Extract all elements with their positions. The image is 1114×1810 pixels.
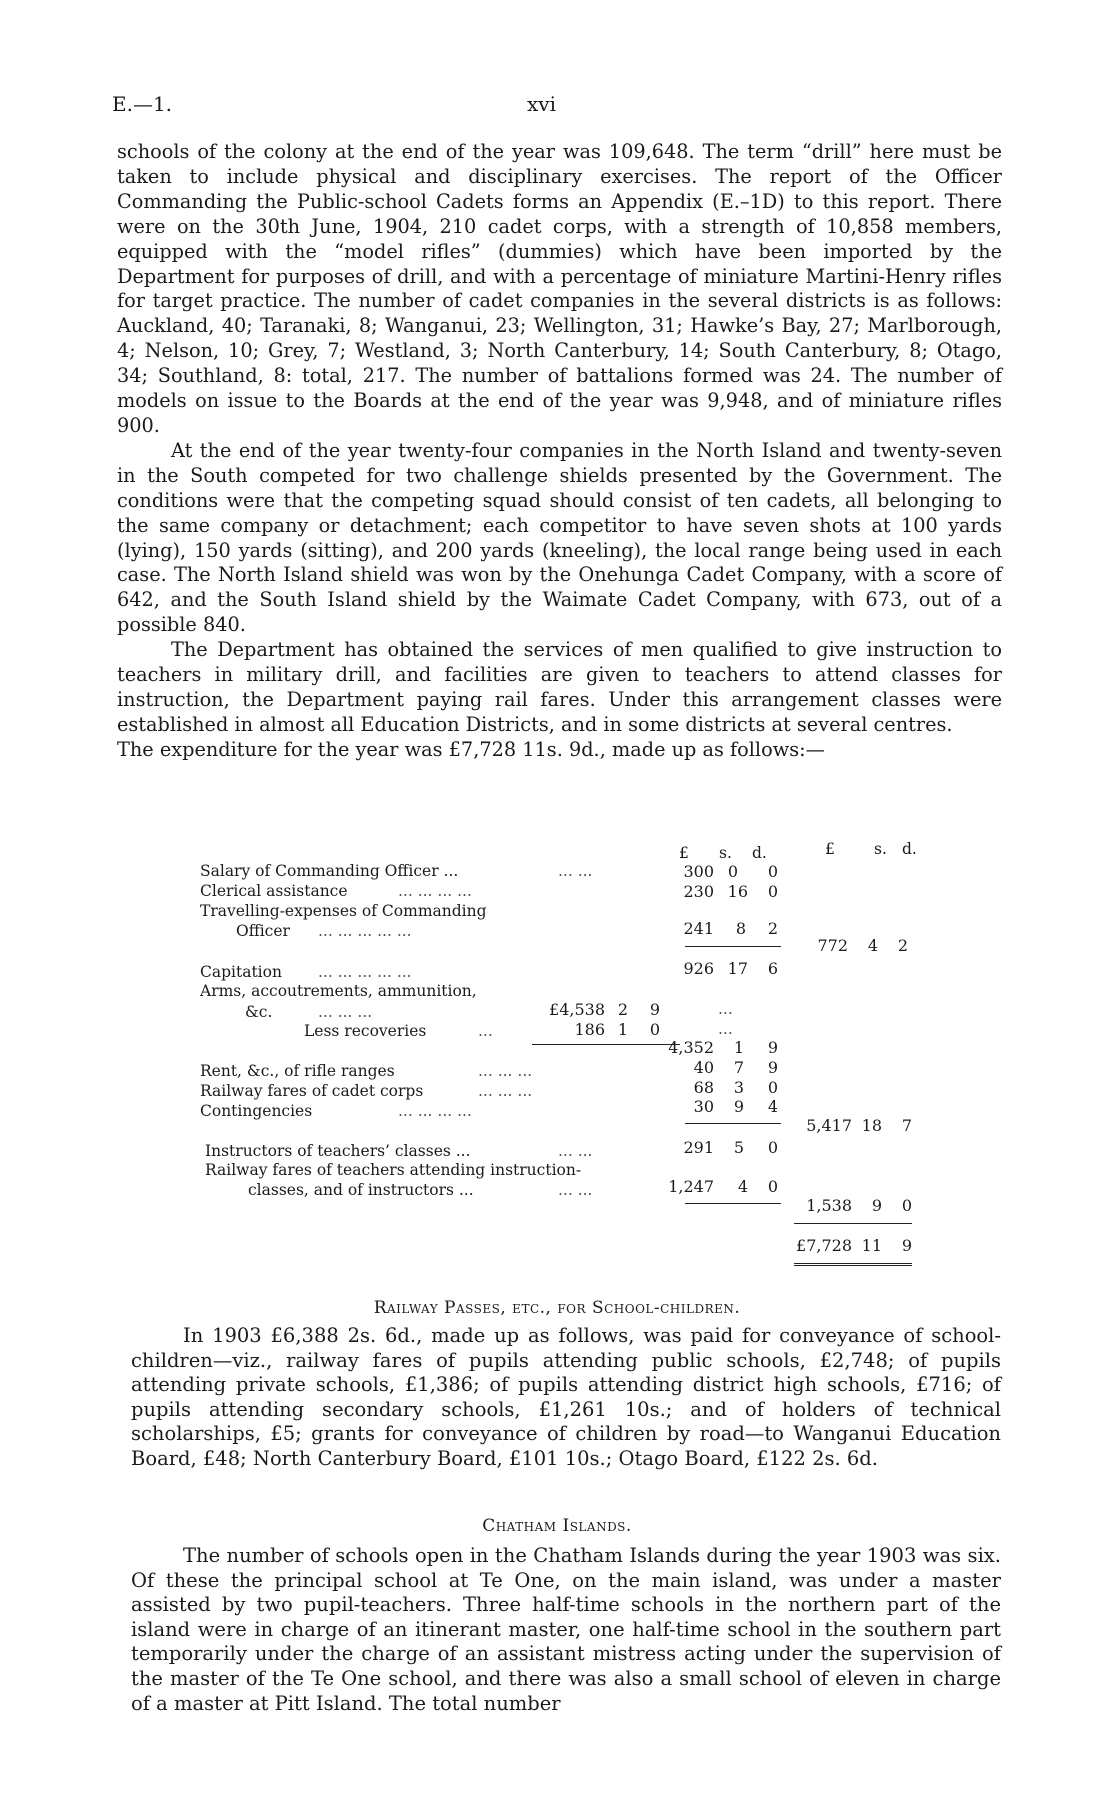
- row-rent-pence: 9: [767, 1058, 778, 1077]
- row-instructors-leaders: ... ...: [558, 1142, 593, 1160]
- row-travel-label-1: Travelling-expenses of Commanding: [200, 902, 487, 920]
- row-clerical-pounds: 230: [683, 882, 714, 901]
- paragraph-expenditure-intro: The expenditure for the year was £7,728 11s. 9d., made up as follows:—: [117, 737, 825, 761]
- row-arms-gross-shillings: 2: [617, 1000, 628, 1019]
- subtotal-3-pounds: 1,538: [806, 1196, 852, 1215]
- chatham-islands-paragraph: The number of schools open in the Chatham Islands during the year 1903 was six. Of these the principal school at Te One, on the main island, was under a master assisted by two pupil-teachers. Three half-time schools in the northern part of the island were in charge of an itinerant master, one half-time school in the southern part temporarily under the charge of an assistant mistress acting under the supervision of the master of the Te One school, and there was also a small school of eleven in charge of a master at Pitt Island. The total number: [131, 1544, 1001, 1715]
- row-arms-label-1: Arms, accoutrements, ammunition,: [200, 982, 477, 1000]
- subtotal-1-shillings: 4: [867, 936, 878, 955]
- row-salary-pence: 0: [767, 862, 778, 881]
- railway-passes-heading: [0, 1298, 1114, 1318]
- row-arms-label-2: &c.: [245, 1003, 273, 1021]
- row-travel-pence: 2: [767, 919, 778, 938]
- subtotal-2-pence: 7: [901, 1116, 912, 1135]
- row-capitation-pounds: 926: [683, 959, 714, 978]
- row-capitation-label: Capitation: [200, 963, 282, 981]
- recoveries-rule: [532, 1044, 680, 1045]
- row-railway-teachers-label-1: Railway fares of teachers attending instruction-: [205, 1161, 582, 1179]
- row-instructors-pounds: 291: [683, 1138, 714, 1157]
- row-capitation-shillings: 17: [727, 959, 748, 978]
- row-arms-net-pounds: 4,352: [668, 1038, 714, 1057]
- cadets-section: [117, 140, 1002, 763]
- col-header-pence-2: d.: [902, 840, 917, 858]
- row-rent-leaders: ... ... ...: [478, 1062, 533, 1080]
- subtotal-3-shillings: 9: [871, 1196, 882, 1215]
- row-arms-net-shillings: 1: [733, 1038, 744, 1057]
- row-arms-gross-pounds: £4,538: [549, 1000, 605, 1019]
- chatham-islands-title: Chatham Islands.: [482, 1516, 632, 1536]
- row-rent-shillings: 7: [733, 1058, 744, 1077]
- row-travel-shillings: 8: [735, 919, 746, 938]
- row-clerical-shillings: 16: [727, 882, 748, 901]
- page-reference: E.—1.: [112, 92, 173, 116]
- subtotal-1-pounds: 772: [817, 936, 848, 955]
- col-header-pence-1: d.: [752, 844, 767, 862]
- row-contingencies-pounds: 30: [693, 1097, 714, 1116]
- paragraph-shooting-shields: At the end of the year twenty-four companies in the North Island and twenty-seven in the South competed for two challenge shields presented by the Government. The conditions were that the competing squad should consist of ten cadets, all belonging to the same company or detachment; each competitor to have seven shots at 100 yards (lying), 150 yards (sitting), and 200 yards (kneeling), the local range being used in each case. The North Island shield was won by the Onehunga Cadet Company, with a score of 642, and the South Island shield by the Waimate Cadet Company, with 673, out of a possible 840.: [117, 438, 1002, 637]
- row-contingencies-label: Contingencies: [200, 1102, 313, 1120]
- row-arms-net-pence: 9: [767, 1038, 778, 1057]
- railway-passes-section: [131, 1324, 1001, 1472]
- subtotal-1-pence: 2: [897, 936, 908, 955]
- col-header-shilling-1: s.: [719, 844, 732, 862]
- row-capitation-pence: 6: [767, 959, 778, 978]
- row-arms-gross-pence: 9: [649, 1000, 660, 1019]
- row-travel-leaders: ... ... ... ... ...: [318, 922, 412, 940]
- row-railway-cadet-pence: 0: [767, 1078, 778, 1097]
- row-railway-cadet-leaders: ... ... ...: [478, 1082, 533, 1100]
- chatham-islands-section: [131, 1544, 1001, 1716]
- row-clerical-label: Clerical assistance: [200, 882, 348, 900]
- row-less-pence: 0: [649, 1020, 660, 1039]
- row-contingencies-shillings: 9: [733, 1097, 744, 1116]
- subtotal-2-pounds: 5,417: [806, 1116, 852, 1135]
- row-contingencies-pence: 4: [767, 1097, 778, 1116]
- row-less-shillings: 1: [617, 1020, 628, 1039]
- page-number: xvi: [527, 92, 556, 116]
- row-less-pounds: 186: [574, 1020, 605, 1039]
- subtotal-rule-3: [685, 1203, 781, 1204]
- row-capitation-leaders: ... ... ... ... ...: [318, 963, 412, 981]
- row-contingencies-leaders: ... ... ... ...: [398, 1102, 472, 1120]
- row-railway-teachers-leaders: ... ...: [558, 1181, 593, 1199]
- row-salary-pounds: 300: [683, 862, 714, 881]
- paragraph-drill-instruction: The Department has obtained the services of men qualified to give instruction to teachers in military drill, and facilities are given to teachers to attend classes for instruction, the Department paying rail fares. Under this arrangement classes were established in almost all Education Districts, and in some districts at several centres.: [117, 638, 1002, 736]
- col-header-pound-2: £: [825, 840, 835, 858]
- row-salary-leaders: ... ...: [558, 862, 593, 880]
- row-less-dots: ...: [718, 1020, 733, 1038]
- railway-passes-paragraph: In 1903 £6,388 2s. 6d., made up as follows, was paid for conveyance of school-children—viz., railway fares of pupils attending public schools, £2,748; of pupils attending private schools, £1,386; of pupils attending district high schools, £716; of pupils attending secondary schools, £1,261 10s.; and of holders of technical scholarships, £5; grants for conveyance of children by road—to Wanganui Education Board, £48; North Canterbury Board, £101 10s.; Otago Board, £122 2s. 6d.: [131, 1324, 1001, 1470]
- row-salary-shillings: 0: [727, 862, 738, 881]
- total-pounds: £7,728: [796, 1236, 852, 1255]
- total-shillings: 11: [861, 1236, 882, 1255]
- paragraph-cadet-corps: schools of the colony at the end of the year was 109,648. The term “drill” here must be taken to include physical and disciplinary exercises. The report of the Officer Commanding the Public-school Cadets forms an Appendix (E.–1D) to this report. There were on the 30th June, 1904, 210 cadet corps, with a strength of 10,858 members, equipped with the “model rifles” (dummies) which have been imported by the Department for purposes of drill, and with a percentage of miniature Martini-Henry rifles for target practice. The number of cadet companies in the several districts is as follows: Auckland, 40; Taranaki, 8; Wanganui, 23; Wellington, 31; Hawke’s Bay, 27; Marlborough, 4; Nelson, 10; Grey, 7; Westland, 3; North Canterbury, 14; South Canterbury, 8; Otago, 34; Southland, 8: total, 217. The number of battalions formed was 24. The number of models on issue to the Boards at the end of the year was 9,948, and of miniature rifles 900.: [117, 140, 1002, 437]
- row-clerical-leaders: ... ... ... ...: [398, 882, 472, 900]
- row-railway-teachers-shillings: 4: [737, 1177, 748, 1196]
- subtotal-rule-2: [685, 1123, 781, 1124]
- row-railway-teachers-label-2: classes, and of instructors ...: [248, 1181, 474, 1199]
- row-salary-label: Salary of Commanding Officer ...: [200, 862, 459, 880]
- row-clerical-pence: 0: [767, 882, 778, 901]
- row-less-leaders: ...: [478, 1022, 493, 1040]
- row-travel-label-2: Officer: [236, 922, 290, 940]
- row-travel-pounds: 241: [683, 919, 714, 938]
- total-pence: 9: [901, 1236, 912, 1255]
- row-railway-teachers-pounds: 1,247: [668, 1177, 714, 1196]
- row-instructors-shillings: 5: [733, 1138, 744, 1157]
- row-instructors-pence: 0: [767, 1138, 778, 1157]
- subtotal-2-shillings: 18: [861, 1116, 882, 1135]
- row-arms-dots: ...: [718, 1000, 733, 1018]
- subtotal-rule-1: [685, 946, 781, 947]
- total-rule-top: [794, 1223, 912, 1224]
- row-railway-teachers-pence: 0: [767, 1177, 778, 1196]
- row-arms-leaders: ... ... ...: [318, 1003, 373, 1021]
- row-railway-cadet-shillings: 3: [733, 1078, 744, 1097]
- chatham-islands-heading: [0, 1516, 1114, 1536]
- row-rent-pounds: 40: [693, 1058, 714, 1077]
- col-header-shilling-2: s.: [874, 840, 887, 858]
- row-railway-cadet-label: Railway fares of cadet corps: [200, 1082, 424, 1100]
- row-instructors-label: Instructors of teachers’ classes ...: [205, 1142, 471, 1160]
- row-railway-cadet-pounds: 68: [693, 1078, 714, 1097]
- total-rule-double: [794, 1263, 912, 1266]
- railway-passes-title: Railway Passes, etc., for School-children.: [373, 1298, 741, 1318]
- col-header-pound-1: £: [679, 844, 689, 862]
- row-rent-label: Rent, &c., of rifle ranges: [200, 1062, 395, 1080]
- row-less-label: Less recoveries: [304, 1022, 427, 1040]
- subtotal-3-pence: 0: [901, 1196, 912, 1215]
